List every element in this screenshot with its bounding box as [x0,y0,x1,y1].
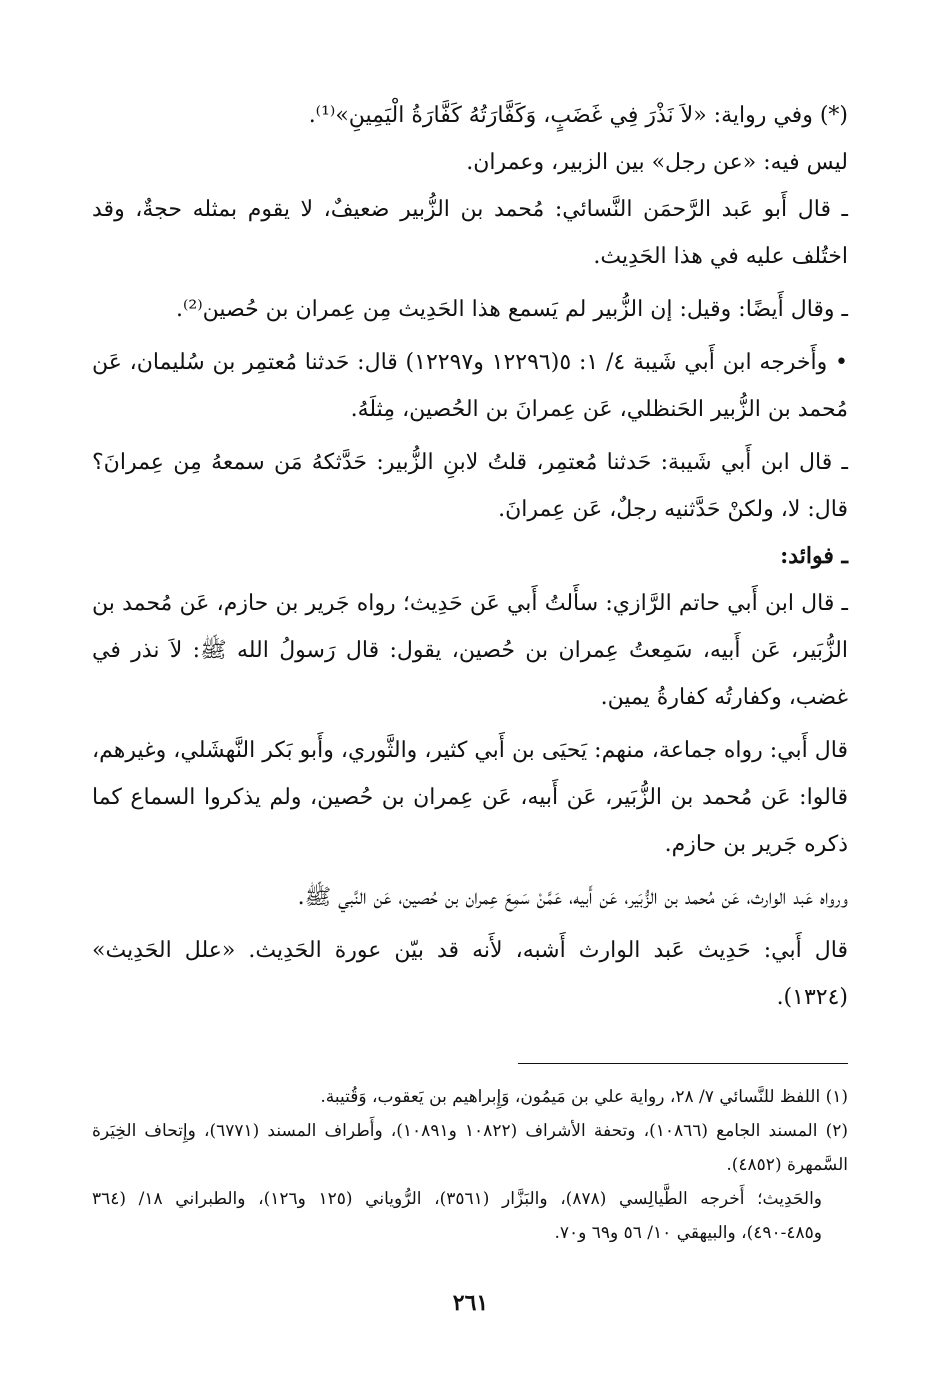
footnote-2-continued: والحَدِيث؛ أَخرجه الطَّيالِسي (٨٧٨)، والبَزَّار (٣٥٦١)، الرُّوياني (١٢٥ و١٢٦)، والطبراني ١٨/ (٣٦٤ و٤٨٥-٤٩٠)، والبيهقي ١٠/ ٥٦ و٦٩ و٧٠. [92,1189,822,1243]
paragraph-nasai-comment-2: ـ وقال أَيضًا: وقيل: إن الزُّبير لم يَسمع هذا الحَدِيث مِن عِمران بن حُصين⁽²⁾. [175,297,848,322]
paragraph-ibn-abi-hatim: ـ قال ابن أَبي حاتم الرَّازي: سأَلتُ أَبي عَن حَدِيث؛ رواه جَرير بن حازم، عَن مُحمد بن الزُّبَير، عَن أَبيه، سَمِعتُ عِمران بن حُصين، يقول: قال رَسولُ الله ﷺ: لاَ نذر في غضب، وكفارتُه كفارةُ يمين. [92,591,848,710]
paragraph-takhrij: • وأَخرجه ابن أَبي شَيبة ٤/ ١: ٥(١٢٢٩٦ و١٢٢٩٧) قال: حَدثنا مُعتمِر بن سُليمان، عَن مُحمد بن الزُّبير الحَنظلي، عَن عِمرانَ بن الحُصين، مِثلَهُ. [92,350,849,422]
paragraph-ibn-abi-shaybah: ـ قال ابن أَبي شَيبة: حَدثنا مُعتمِر، قلتُ لابنِ الزُّبير: حَدَّثكهُ مَن سمعهُ مِن عِمرانَ؟ قال: لا، ولكنْ حَدَّثنيه رجلٌ، عَن عِمرانَ. [92,450,848,522]
section-heading-fawaid: ـ فوائد: [780,543,848,569]
paragraph-variant-narration: (*) وفي رواية: «لاَ نَذْرَ فِي غَضَبٍ، وَكَفَّارَتُهُ كَفَّارَةُ الْيَمِينِ»⁽¹⁾. [308,103,848,128]
paragraph-abd-al-warith: ورواه عَبد الوارث، عَن مُحمد بن الزُّبَير، عَن أَبيه، عَمَّنْ سَمِعَ عِمران بن حُصين، عَن النَّبي ﷺ. [297,885,848,910]
paragraph-note: ليس فيه: «عن رجل» بين الزبير، وعمران. [466,150,848,175]
footnote-separator [518,1063,848,1064]
page-number: ٢٦١ [452,1290,489,1316]
footnotes [92,1080,848,1250]
paragraph-conclusion: قال أَبي: حَدِيث عَبد الوارث أَشبه، لأَنه قد بيّن عورة الحَدِيث. «علل الحَدِيث» (١٣٢٤). [92,938,848,1010]
main-text [92,92,848,1021]
footnote-2: (٢) المسند الجامع (١٠٨٦٦)، وتحفة الأشراف (١٠٨٢٢ و١٠٨٩١)، وأَطراف المسند (٦٧٧١)، وإِتحاف الخِيَرة السَّمهرة (٤٨٥٢). [92,1121,848,1175]
paragraph-abi-comment: قال أَبي: رواه جماعة، منهم: يَحيَى بن أَبي كثير، والثَّوري، وأَبو بَكر النَّهشَلي، وغيرهم، قالوا: عَن مُحمد بن الزُّبَير، عَن أَبيه، عَن عِمران بن حُصين، ولم يذكروا السماع كما ذكره جَرير بن حازم. [92,738,848,857]
footnote-1: (١) اللفظ للنَّسائي ٧/ ٢٨، رواية علي بن مَيمُون، وَإِبراهيم بن يَعقوب، وَقُتيبة. [320,1087,848,1107]
paragraph-nasai-comment: ـ قال أَبو عَبد الرَّحمَن النَّسائي: مُحمد بن الزُّبير ضعيفٌ، لا يقوم بمثله حجةٌ، وقد اختُلف عليه في هذا الحَدِيث. [92,197,848,269]
